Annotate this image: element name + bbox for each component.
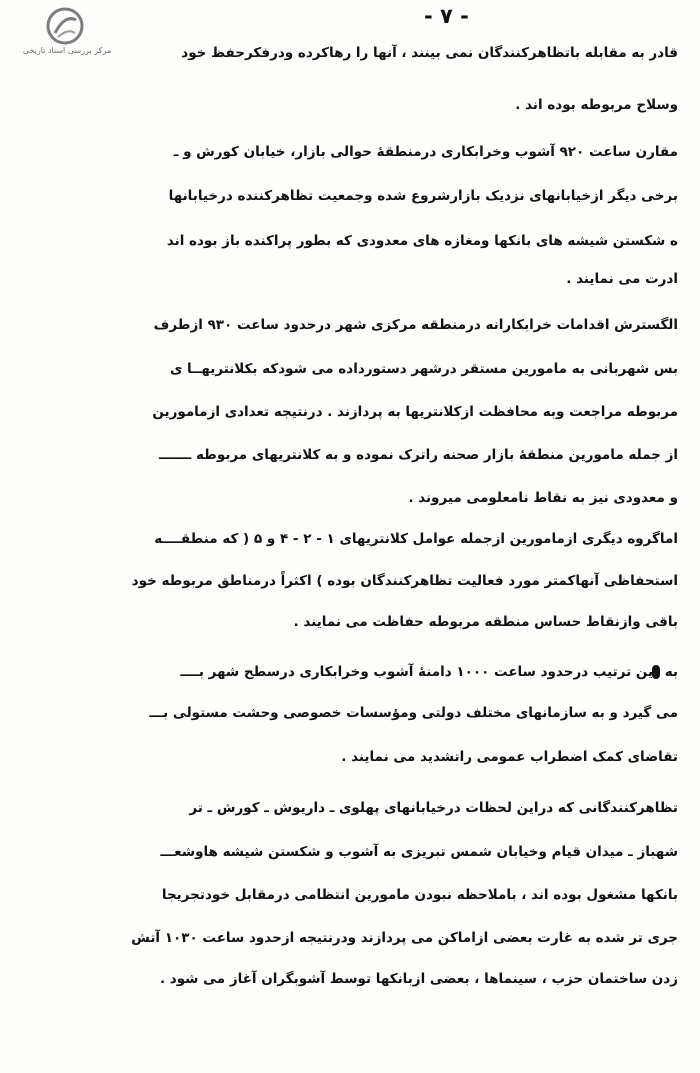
text-line: تقاضای کمک اضطراب عمومی راتشدید می نمایند .	[341, 749, 678, 765]
text-line: اماگروه دیگری ازمامورین ازجمله عوامل کلانتریهای ۱ - ۲ - ۴ و ۵ ( که منطقــــه	[154, 531, 678, 547]
text-line: مربوطه مراجعت وبه محافظت ازکلانتریها به پردازند . درنتیجه تعدادی ازمامورین	[152, 404, 678, 420]
text-line: زدن ساختمان حزب ، سینماها ، بعضی ازبانکها توسط آشوبگران آغاز می شود .	[159, 971, 678, 987]
text-line: به دین ترتیب درحدود ساعت ۱۰۰۰ دامنهٔ آشوب وخرابکاری درسطح شهر بــــ	[180, 664, 678, 680]
text-line: بس شهربانی به مامورین مستقر درشهر دستورداده می شودکه بکلانتریهــا ی	[169, 361, 678, 377]
text-line: بانکها مشغول بوده اند ، باملاحظه نبودن مامورین انتظامی درمقابل خودتجریجا	[161, 887, 678, 903]
text-line: وسلاح مربوطه بوده اند .	[515, 97, 678, 113]
text-line: برخی دیگر ازخیابانهای نزدیک بازارشروع شده وجمعیت تظاهرکننده درخیابانها	[168, 188, 678, 204]
text-line: می گیرد و به سازمانهای مختلف دولتی ومؤسسات خصوصی وحشت مستولی بـــ	[149, 705, 678, 721]
text-line: مقارن ساعت ۹۲۰ آشوب وخرابکاری درمنطقهٔ حوالی بازار، خیابان کورش و ـ	[173, 144, 678, 160]
text-line: شهباز ـ میدان قیام وخیابان شمس تبریزی به آشوب و شکستن شیشه هاوشعـــ	[160, 844, 678, 860]
text-line: الگسترش اقدامات خرابکارانه درمنطقه مرکزی شهر درحدود ساعت ۹۳۰ ازطرف	[153, 317, 678, 333]
text-line: از جمله مامورین منطقهٔ بازار صحنه راترک نموده و به کلانتریهای مربوطه ـــــــ	[158, 447, 678, 463]
text-line: جری تر شده به غارت بعضی ازاماکن می پردازند ودرنتیجه ازحدود ساعت ۱۰۳۰ آتش	[131, 930, 678, 946]
page-number: - ۷ -	[424, 4, 469, 28]
text-line: استحفاظی آنهاکمتر مورد فعالیت تظاهرکنندگان بوده ) اکثراً درمناطق مربوطه خود	[131, 573, 678, 589]
text-line: تظاهرکنندگانی که دراین لحظات درخیابانهای پهلوی ـ داریوش ـ کورش ـ تر	[189, 800, 678, 816]
logo-caption: مرکز بررسی اسناد تاریخی	[22, 46, 112, 55]
text-line: ادرت می نمایند .	[566, 271, 678, 287]
text-line: ه شکستن شیشه های بانکها ومغازه های معدودی که بطور پراکنده باز بوده اند	[166, 233, 678, 249]
text-line: باقی وازنقاط حساس منطقه مربوطه حفاظت می نمایند .	[293, 614, 678, 630]
text-line: و معدودی نیز به نقاط نامعلومی میروند .	[408, 490, 678, 506]
text-line: قادر به مقابله باتظاهرکنندگان نمی بینند ، آنها را رهاکرده ودرفکرحفظ خود	[181, 45, 678, 61]
